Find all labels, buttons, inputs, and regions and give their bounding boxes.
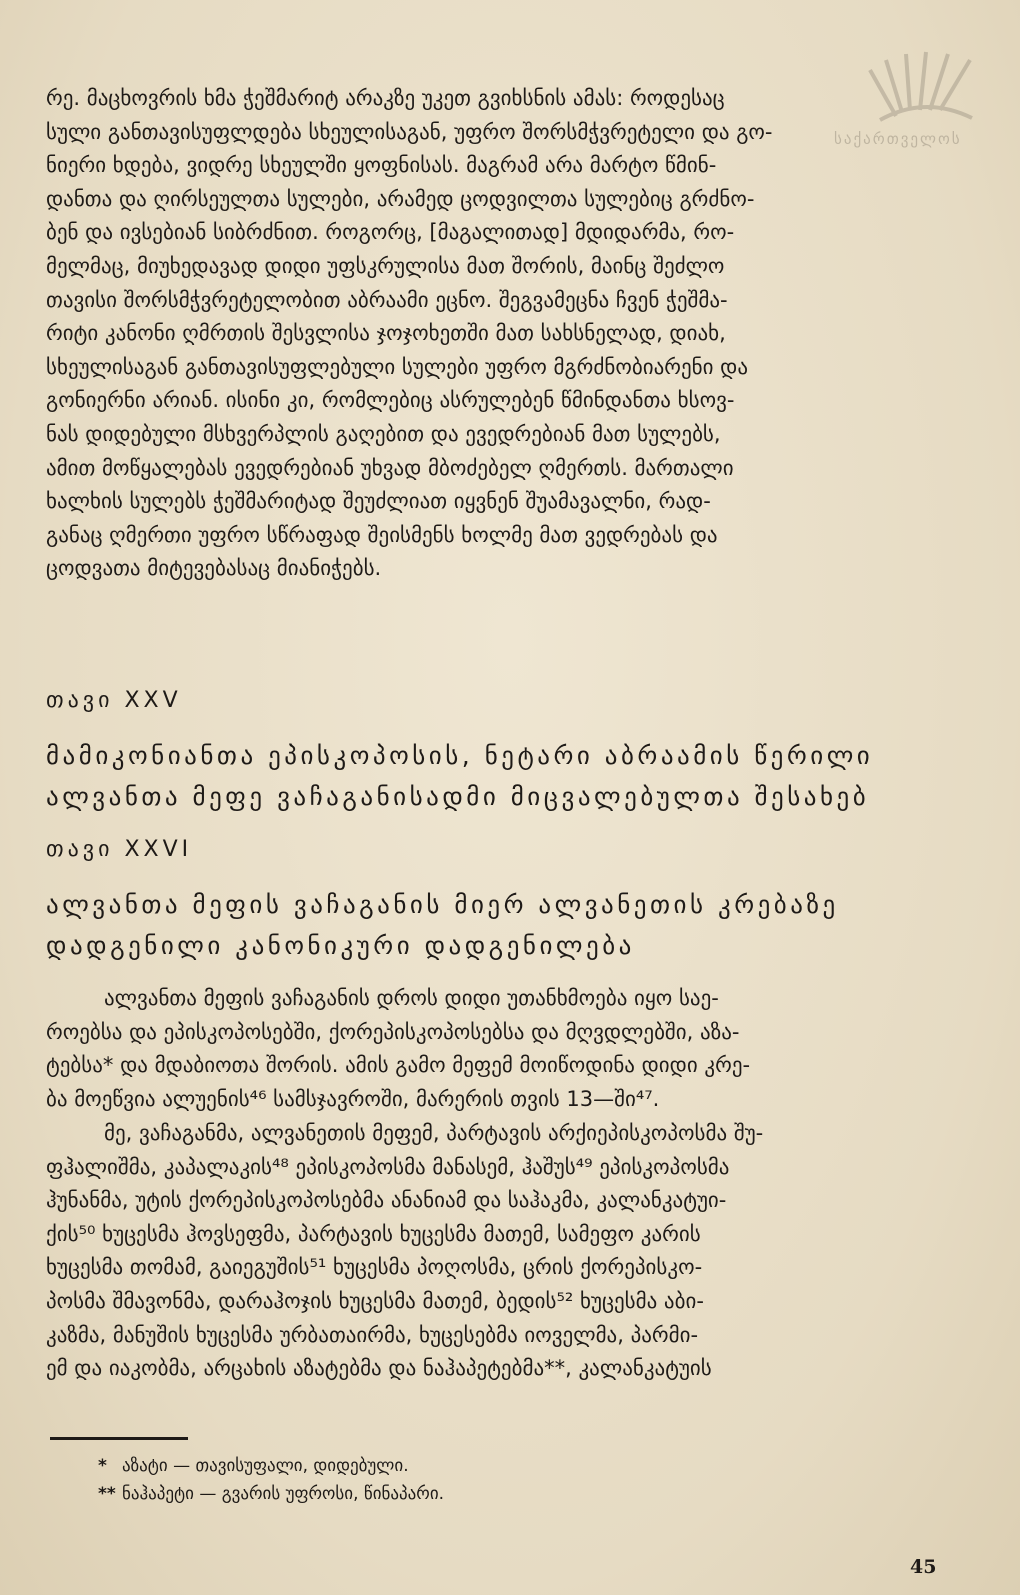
text-line: მე, ვაჩაგანმა, ალვანეთის მეფემ, პარტავის არქიეპისკოპოსმა შუ- — [104, 1121, 764, 1145]
text-line: ბენ და ივსებიან სიბრძნით. როგორც, [მაგალითად] მდიდარმა, რო- — [46, 220, 735, 245]
title-line: მამიკონიანთა ეპისკოპოსის, ნეტარი აბრაამის წერილი — [46, 741, 874, 770]
chapter-25-heading — [46, 688, 938, 713]
text-line: ემ და იაკობმა, არცახის აზატებმა და ნაჰაპეტებმა**, კალანკატუის — [46, 1356, 712, 1381]
text-line: ქის⁵⁰ ხუცესმა ჰოვსეფმა, პარტავის ხუცესმა მათემ, სამეფო კარის — [46, 1221, 701, 1246]
text-line: როებსა და ეპისკოპოსებში, ქორეპისკოპოსებსა და მღვდლებში, აზა- — [46, 1019, 740, 1044]
footnote-1 — [98, 1452, 898, 1480]
text-line: დანთა და ღირსეულთა სულები, არამედ ცოდვილთა სულებიც გრძნო- — [46, 186, 755, 211]
text-line: კაზმა, მანუშის ხუცესმა ურბათაირმა, ხუცესებმა იოველმა, პარმი- — [46, 1322, 699, 1347]
title-line: ალვანთა მეფის ვაჩაგანის მიერ ალვანეთის კრებაზე — [46, 890, 839, 919]
text-line: სული განთავისუფლდება სხეულისაგან, უფრო შორსმჭვრეტელი და გო- — [46, 119, 773, 144]
footnote-mark: * — [98, 1456, 107, 1476]
top-paragraph — [46, 82, 938, 586]
text-line: განაც ღმერთი უფრო სწრაფად შეისმენს ხოლმე მათ ვედრებას და — [46, 522, 718, 547]
chapter-title — [46, 735, 938, 817]
page-number: 45 — [910, 1556, 937, 1578]
text-line: ცოდვათა მიტევებასაც მიანიჭებს. — [46, 556, 382, 581]
title-line: დადგენილი კანონიკური დადგენილება — [46, 931, 635, 960]
footnotes — [98, 1452, 898, 1508]
text-line: ნიერი ხდება, ვიდრე სხეულში ყოფნისას. მაგრამ არა მარტო წმინ- — [46, 153, 717, 178]
chapter-25-title — [46, 735, 938, 817]
paragraph — [46, 1117, 938, 1386]
text-line: რიტი კანონი ღმრთის შესვლისა ჯოჯოხეთში მათ სახსნელად, დიახ, — [46, 321, 726, 346]
chapter-title — [46, 884, 938, 966]
text-line: ბა მოეწვია ალუენის⁴⁶ სამსჯავროში, მარერის თვის 13—ში⁴⁷. — [46, 1086, 660, 1111]
text-line: რე. მაცხოვრის ხმა ჭეშმარიტ არაკზე უკეთ გვიხსნის ამას: როდესაც — [46, 86, 725, 110]
chapter-26-heading — [46, 837, 938, 862]
body-paragraph-1 — [46, 982, 938, 1116]
body-paragraph-2 — [46, 1117, 938, 1386]
text-line: ნას დიდებული მსხვერპლის გაღებით და ევედრებიან მათ სულებს, — [46, 421, 721, 446]
footnote-2 — [98, 1480, 898, 1508]
text-line: ამით მოწყალებას ევედრებიან უხვად მბოძებელ ღმერთს. მართალი — [46, 455, 734, 480]
text-line: ტებსა* და მდაბიოთა შორის. ამის გამო მეფემ მოიწოდინა დიდი კრე- — [46, 1053, 751, 1078]
chapter-label: თავი XXVI — [46, 837, 193, 862]
text-line: პოსმა შმავონმა, დარაჰოჯის ხუცესმა მათემ, ბედის⁵² ხუცესმა აბი- — [46, 1288, 704, 1313]
text-line: მელმაც, მიუხედავად დიდი უფსკრულისა მათ შორის, მაინც შეძლო — [46, 253, 725, 278]
chapter-26-title — [46, 884, 938, 966]
chapter-label: თავი XXV — [46, 688, 182, 713]
footnote-text: აზატი — თავისუფალი, დიდებული. — [122, 1456, 409, 1476]
text-line: ფჰალიშმა, კაპალაკის⁴⁸ ეპისკოპოსმა მანასემ, ჰაშუს⁴⁹ ეპისკოპოსმა — [46, 1154, 730, 1179]
text-line: სხეულისაგან განთავისუფლებული სულები უფრო მგრძნობიარენი და — [46, 354, 748, 379]
text-line: ალვანთა მეფის ვაჩაგანის დროს დიდი უთანხმოება იყო საე- — [104, 986, 719, 1010]
footnote-mark: ** — [98, 1484, 116, 1504]
watermark-text: საქართველოს — [834, 130, 962, 148]
text-line: ჰუნანმა, უტის ქორეპისკოპოსებმა ანანიამ და საჰაკმა, კალანკატუი- — [46, 1188, 727, 1213]
text-line: ხუცესმა თომამ, გაიეგუშის⁵¹ ხუცესმა პოღოსმა, ცრის ქორეპისკო- — [46, 1255, 703, 1280]
paragraph-continued — [46, 82, 938, 586]
text-line: თავისი შორსმჭვრეტელობით აბრაამი ეცნო. შეგვამეცნა ჩვენ ჭეშმა- — [46, 287, 728, 312]
text-line: ხალხის სულებს ჭეშმარიტად შეუძლიათ იყვნენ შუამავალნი, რად- — [46, 489, 711, 514]
text-line: გონიერნი არიან. ისინი კი, რომლებიც ასრულებენ წმინდანთა ხსოვ- — [46, 388, 735, 413]
footnote-text: ნაჰაპეტი — გვარის უფროსი, წინაპარი. — [122, 1484, 445, 1504]
title-line: ალვანთა მეფე ვაჩაგანისადმი მიცვალებულთა შესახებ — [46, 782, 870, 811]
footnote-divider — [50, 1437, 188, 1440]
paragraph — [46, 982, 938, 1116]
